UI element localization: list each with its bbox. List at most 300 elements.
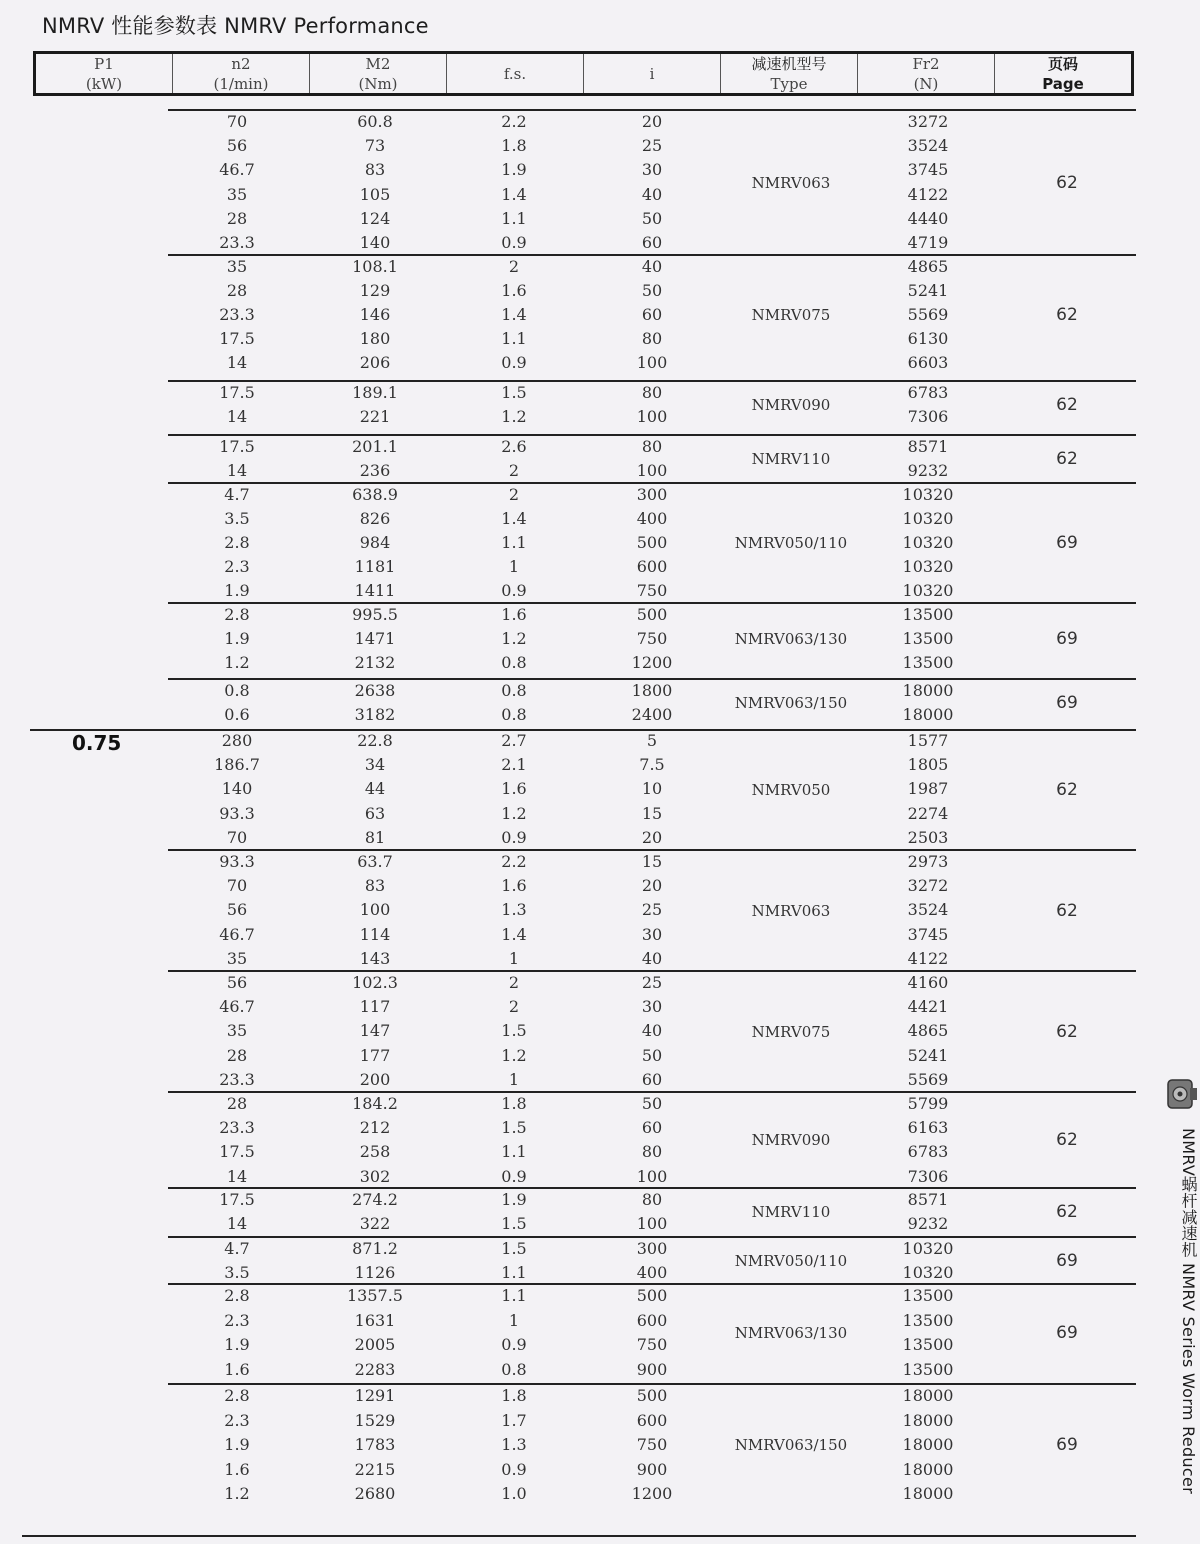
fs-cell: 1.5 <box>501 383 527 402</box>
fs-cell: 2 <box>508 485 520 504</box>
i-cell: 100 <box>636 1214 668 1233</box>
n2-cell: 1.9 <box>224 1335 250 1354</box>
fr2-cell: 4719 <box>907 233 949 252</box>
fs-cell: 0.9 <box>501 1335 527 1354</box>
fr2-cell: 10320 <box>902 509 954 528</box>
m2-cell: 143 <box>359 948 391 968</box>
reducer-type: NMRV063 <box>751 901 831 920</box>
fs-cell: 1.2 <box>501 803 527 823</box>
n2-cell: 14 <box>226 1166 248 1186</box>
i-cell: 25 <box>641 136 663 156</box>
i-cell: 80 <box>641 329 663 348</box>
fr2-cell: 9232 <box>907 1214 949 1233</box>
i-cell: 60 <box>641 1069 663 1089</box>
fs-cell: 2 <box>508 461 520 480</box>
i-cell: 25 <box>641 900 663 920</box>
n2-cell: 70 <box>226 876 248 896</box>
fr2-cell: 5569 <box>907 305 949 324</box>
fr2-cell: 3272 <box>907 876 949 896</box>
fr2-cell: 13500 <box>902 1335 954 1354</box>
i-cell: 300 <box>636 485 668 504</box>
m2-cell: 146 <box>359 305 391 324</box>
i-cell: 40 <box>641 1021 663 1041</box>
fs-cell: 1.4 <box>501 924 527 944</box>
fr2-cell: 6130 <box>907 329 949 348</box>
fs-cell: 1.2 <box>501 407 527 426</box>
n2-cell: 140 <box>221 779 253 799</box>
n2-cell: 2.8 <box>224 1286 250 1305</box>
side-label: NMRV蜗杆减速机 NMRV Series Worm Reducer <box>1179 1128 1198 1494</box>
reducer-type: NMRV110 <box>751 1203 831 1221</box>
fr2-cell: 13500 <box>902 1359 954 1379</box>
fr2-cell: 1805 <box>907 755 949 775</box>
i-cell: 900 <box>636 1459 668 1479</box>
page-ref: 62 <box>1056 1202 1078 1222</box>
m2-cell: 114 <box>359 924 391 944</box>
n2-cell: 1.9 <box>224 581 250 600</box>
fs-cell: 0.9 <box>501 1459 527 1479</box>
n2-cell: 23.3 <box>219 1069 255 1089</box>
i-cell: 30 <box>641 160 663 180</box>
m2-cell: 2283 <box>354 1359 396 1379</box>
n2-cell: 17.5 <box>219 1190 255 1209</box>
m2-cell: 129 <box>359 281 391 300</box>
fs-cell: 1.1 <box>501 208 527 228</box>
i-cell: 2400 <box>631 705 673 724</box>
n2-cell: 46.7 <box>219 160 255 180</box>
fs-cell: 0.8 <box>501 1359 527 1379</box>
fr2-cell: 18000 <box>902 681 954 700</box>
fs-cell: 1.3 <box>501 1435 527 1454</box>
i-cell: 40 <box>641 948 663 968</box>
fr2-cell: 13500 <box>902 1310 954 1330</box>
m2-cell: 44 <box>364 779 386 799</box>
group-divider <box>168 482 1136 484</box>
fs-cell: 1 <box>508 948 520 968</box>
fr2-cell: 10320 <box>902 1239 954 1258</box>
m2-cell: 236 <box>359 461 391 480</box>
m2-cell: 100 <box>359 900 391 920</box>
i-cell: 500 <box>636 533 668 552</box>
m2-cell: 1471 <box>354 629 396 648</box>
n2-cell: 46.7 <box>219 997 255 1017</box>
i-cell: 5 <box>646 731 658 750</box>
n2-cell: 1.2 <box>224 653 250 672</box>
fs-cell: 1.5 <box>501 1021 527 1041</box>
fs-cell: 0.9 <box>501 827 527 847</box>
i-cell: 500 <box>636 1286 668 1305</box>
m2-cell: 1181 <box>354 557 396 576</box>
page-ref: 69 <box>1056 629 1078 649</box>
fs-cell: 1.1 <box>501 1263 527 1282</box>
n2-cell: 23.3 <box>219 1118 255 1138</box>
page-ref: 62 <box>1056 395 1078 415</box>
fr2-cell: 10320 <box>902 533 954 552</box>
m2-cell: 22.8 <box>357 731 393 750</box>
fs-cell: 1.6 <box>501 605 527 624</box>
fr2-cell: 2274 <box>907 803 949 823</box>
n2-cell: 1.6 <box>224 1459 250 1479</box>
fr2-cell: 5241 <box>907 281 949 300</box>
fs-cell: 0.9 <box>501 581 527 600</box>
n2-cell: 35 <box>226 1021 248 1041</box>
fr2-cell: 18000 <box>902 1386 954 1405</box>
i-cell: 7.5 <box>639 755 665 775</box>
m2-cell: 200 <box>359 1069 391 1089</box>
i-cell: 80 <box>641 1190 663 1209</box>
n2-cell: 4.7 <box>224 1239 250 1258</box>
n2-cell: 28 <box>226 281 248 300</box>
group-divider <box>168 434 1136 436</box>
n2-cell: 28 <box>226 1094 248 1113</box>
page-ref: 69 <box>1056 1323 1078 1343</box>
fr2-cell: 4122 <box>907 184 949 204</box>
i-cell: 50 <box>641 281 663 300</box>
reducer-type: NMRV090 <box>751 1131 831 1150</box>
m2-cell: 63 <box>364 803 386 823</box>
fr2-cell: 6783 <box>907 1142 949 1162</box>
fs-cell: 1.9 <box>501 1190 527 1209</box>
fs-cell: 1.8 <box>501 1094 527 1113</box>
fr2-cell: 10320 <box>902 581 954 600</box>
fs-cell: 1.8 <box>501 1386 527 1405</box>
i-cell: 20 <box>641 876 663 896</box>
n2-cell: 3.5 <box>224 1263 250 1282</box>
group-divider <box>168 1236 1136 1238</box>
m2-cell: 184.2 <box>352 1094 398 1113</box>
i-cell: 750 <box>636 1335 668 1354</box>
m2-cell: 81 <box>364 827 386 847</box>
m2-cell: 2680 <box>354 1484 396 1503</box>
m2-cell: 1631 <box>354 1310 396 1330</box>
fr2-cell: 10320 <box>902 485 954 504</box>
group-divider <box>168 254 1136 256</box>
i-cell: 600 <box>636 557 668 576</box>
i-cell: 25 <box>641 973 663 992</box>
fr2-cell: 5799 <box>907 1094 949 1113</box>
bottom-divider <box>22 1535 1136 1537</box>
m2-cell: 258 <box>359 1142 391 1162</box>
i-cell: 60 <box>641 305 663 324</box>
reducer-type: NMRV110 <box>751 450 831 468</box>
i-cell: 900 <box>636 1359 668 1379</box>
i-cell: 100 <box>636 407 668 426</box>
fs-cell: 1.2 <box>501 1045 527 1065</box>
fs-cell: 1.5 <box>501 1239 527 1258</box>
i-cell: 10 <box>641 779 663 799</box>
fr2-cell: 4122 <box>907 948 949 968</box>
i-cell: 20 <box>641 112 663 131</box>
fs-cell: 2.6 <box>501 437 527 456</box>
fs-cell: 1.6 <box>501 779 527 799</box>
reducer-type: NMRV075 <box>751 306 831 324</box>
fs-cell: 1.2 <box>501 629 527 648</box>
reducer-type: NMRV063/150 <box>734 694 848 712</box>
n2-cell: 70 <box>226 827 248 847</box>
group-divider <box>168 109 1136 111</box>
i-cell: 750 <box>636 629 668 648</box>
fr2-cell: 3272 <box>907 112 949 131</box>
fr2-cell: 8571 <box>907 437 949 456</box>
i-cell: 30 <box>641 924 663 944</box>
n2-cell: 2.8 <box>224 605 250 624</box>
i-cell: 400 <box>636 509 668 528</box>
page-ref: 69 <box>1056 693 1078 713</box>
n2-cell: 2.3 <box>224 557 250 576</box>
n2-cell: 93.3 <box>219 803 255 823</box>
reducer-type: NMRV050 <box>751 780 831 799</box>
n2-cell: 56 <box>226 136 248 156</box>
fr2-cell: 6163 <box>907 1118 949 1138</box>
fs-cell: 1.9 <box>501 160 527 180</box>
i-cell: 1200 <box>631 653 673 672</box>
fs-cell: 0.8 <box>501 705 527 724</box>
fr2-cell: 1577 <box>907 731 949 750</box>
fs-cell: 1.5 <box>501 1214 527 1233</box>
page-ref: 62 <box>1056 172 1078 193</box>
m2-cell: 984 <box>359 533 391 552</box>
fr2-cell: 4865 <box>907 1021 949 1041</box>
header-fr2: Fr2 (N) <box>858 54 995 93</box>
fr2-cell: 3745 <box>907 160 949 180</box>
n2-cell: 14 <box>226 407 248 426</box>
i-cell: 80 <box>641 1142 663 1162</box>
fr2-cell: 18000 <box>902 1459 954 1479</box>
n2-cell: 2.8 <box>224 533 250 552</box>
i-cell: 500 <box>636 605 668 624</box>
fs-cell: 0.9 <box>501 233 527 252</box>
fs-cell: 1.7 <box>501 1410 527 1430</box>
n2-cell: 14 <box>226 1214 248 1233</box>
m2-cell: 147 <box>359 1021 391 1041</box>
n2-cell: 2.3 <box>224 1410 250 1430</box>
fr2-cell: 3524 <box>907 900 949 920</box>
i-cell: 1200 <box>631 1484 673 1503</box>
i-cell: 50 <box>641 1045 663 1065</box>
fs-cell: 1.6 <box>501 281 527 300</box>
n2-cell: 1.6 <box>224 1359 250 1379</box>
m2-cell: 102.3 <box>352 973 398 992</box>
m2-cell: 1357.5 <box>347 1286 403 1305</box>
fs-cell: 1.0 <box>501 1484 527 1503</box>
m2-cell: 221 <box>359 407 391 426</box>
fr2-cell: 8571 <box>907 1190 949 1209</box>
fr2-cell: 18000 <box>902 1435 954 1454</box>
fs-cell: 1 <box>508 557 520 576</box>
fs-cell: 1.4 <box>501 184 527 204</box>
i-cell: 100 <box>636 1166 668 1186</box>
fs-cell: 0.9 <box>501 353 527 372</box>
fs-cell: 2.1 <box>501 755 527 775</box>
fr2-cell: 13500 <box>902 1286 954 1305</box>
n2-cell: 35 <box>226 257 248 276</box>
m2-cell: 206 <box>359 353 391 372</box>
m2-cell: 60.8 <box>357 112 393 131</box>
group-divider <box>168 602 1136 604</box>
m2-cell: 2638 <box>354 681 396 700</box>
n2-cell: 1.9 <box>224 629 250 648</box>
n2-cell: 2.8 <box>224 1386 250 1405</box>
fr2-cell: 13500 <box>902 629 954 648</box>
fr2-cell: 4865 <box>907 257 949 276</box>
fr2-cell: 4421 <box>907 997 949 1017</box>
reducer-type: NMRV050/110 <box>734 534 848 552</box>
m2-cell: 302 <box>359 1166 391 1186</box>
reducer-type: NMRV050/110 <box>734 1252 848 1270</box>
fs-cell: 1.4 <box>501 305 527 324</box>
i-cell: 400 <box>636 1263 668 1282</box>
i-cell: 15 <box>641 803 663 823</box>
fr2-cell: 4160 <box>907 973 949 992</box>
m2-cell: 274.2 <box>352 1190 398 1209</box>
n2-cell: 17.5 <box>219 437 255 456</box>
fr2-cell: 18000 <box>902 1410 954 1430</box>
fr2-cell: 6783 <box>907 383 949 402</box>
page-ref: 62 <box>1056 449 1078 469</box>
n2-cell: 70 <box>226 112 248 131</box>
gearbox-icon <box>1164 1070 1198 1118</box>
m2-cell: 108.1 <box>352 257 398 276</box>
i-cell: 750 <box>636 1435 668 1454</box>
power-label: 0.75 <box>72 731 122 755</box>
fs-cell: 1.5 <box>501 1118 527 1138</box>
header-p1: P1 (kW) <box>36 54 173 93</box>
n2-cell: 28 <box>226 208 248 228</box>
group-divider <box>168 678 1136 680</box>
fr2-cell: 5241 <box>907 1045 949 1065</box>
n2-cell: 46.7 <box>219 924 255 944</box>
fs-cell: 2.2 <box>501 852 527 871</box>
reducer-type: NMRV063/130 <box>734 630 848 648</box>
group-divider <box>168 970 1136 972</box>
fs-cell: 0.9 <box>501 1166 527 1186</box>
n2-cell: 23.3 <box>219 233 255 252</box>
reducer-type: NMRV063/130 <box>734 1324 848 1342</box>
header-page: 页码 Page <box>1042 54 1084 93</box>
i-cell: 80 <box>641 383 663 402</box>
n2-cell: 186.7 <box>214 755 260 775</box>
m2-cell: 1529 <box>354 1410 396 1430</box>
header-fs: f.s. <box>447 54 584 93</box>
n2-cell: 17.5 <box>219 1142 255 1162</box>
fr2-cell: 18000 <box>902 1484 954 1503</box>
page-title: NMRV 性能参数表 NMRV Performance <box>42 14 429 38</box>
fs-cell: 2.2 <box>501 112 527 131</box>
m2-cell: 3182 <box>354 705 396 724</box>
m2-cell: 177 <box>359 1045 391 1065</box>
m2-cell: 83 <box>364 876 386 896</box>
n2-cell: 35 <box>226 184 248 204</box>
group-divider <box>168 380 1136 382</box>
m2-cell: 73 <box>364 136 386 156</box>
m2-cell: 189.1 <box>352 383 398 402</box>
fr2-cell: 1987 <box>907 779 949 799</box>
n2-cell: 280 <box>221 731 253 750</box>
group-divider <box>168 1091 1136 1093</box>
i-cell: 100 <box>636 353 668 372</box>
i-cell: 15 <box>641 852 663 871</box>
n2-cell: 93.3 <box>219 852 255 871</box>
i-cell: 100 <box>636 461 668 480</box>
reducer-type: NMRV075 <box>751 1022 831 1041</box>
group-divider <box>168 1383 1136 1385</box>
page-ref: 62 <box>1056 1021 1078 1042</box>
fs-cell: 1.1 <box>501 1286 527 1305</box>
i-cell: 600 <box>636 1410 668 1430</box>
fr2-cell: 7306 <box>907 1166 949 1186</box>
m2-cell: 180 <box>359 329 391 348</box>
fs-cell: 1 <box>508 1069 520 1089</box>
fr2-cell: 4440 <box>907 208 949 228</box>
m2-cell: 1291 <box>354 1386 396 1405</box>
m2-cell: 34 <box>364 755 386 775</box>
fs-cell: 1.1 <box>501 533 527 552</box>
page-ref: 69 <box>1056 1251 1078 1271</box>
page-ref: 62 <box>1056 779 1078 800</box>
i-cell: 600 <box>636 1310 668 1330</box>
reducer-type: NMRV090 <box>751 396 831 414</box>
fr2-cell: 6603 <box>907 353 949 372</box>
fs-cell: 1.3 <box>501 900 527 920</box>
i-cell: 40 <box>641 257 663 276</box>
m2-cell: 140 <box>359 233 391 252</box>
m2-cell: 1126 <box>354 1263 396 1282</box>
n2-cell: 4.7 <box>224 485 250 504</box>
m2-cell: 871.2 <box>352 1239 398 1258</box>
n2-cell: 1.2 <box>224 1484 250 1503</box>
fs-cell: 0.8 <box>501 653 527 672</box>
fr2-cell: 2503 <box>907 827 949 847</box>
reducer-type: NMRV063 <box>751 173 831 192</box>
m2-cell: 995.5 <box>352 605 398 624</box>
n2-cell: 1.9 <box>224 1435 250 1454</box>
reducer-type: NMRV063/150 <box>734 1436 848 1455</box>
i-cell: 60 <box>641 1118 663 1138</box>
fs-cell: 1.4 <box>501 509 527 528</box>
m2-cell: 105 <box>359 184 391 204</box>
m2-cell: 638.9 <box>352 485 398 504</box>
page-ref: 62 <box>1056 305 1078 325</box>
i-cell: 500 <box>636 1386 668 1405</box>
n2-cell: 2.3 <box>224 1310 250 1330</box>
m2-cell: 201.1 <box>352 437 398 456</box>
i-cell: 50 <box>641 208 663 228</box>
fr2-cell: 13500 <box>902 605 954 624</box>
m2-cell: 1411 <box>354 581 396 600</box>
fs-cell: 2 <box>508 973 520 992</box>
power-divider <box>30 729 1136 731</box>
i-cell: 80 <box>641 437 663 456</box>
fs-cell: 1 <box>508 1310 520 1330</box>
m2-cell: 117 <box>359 997 391 1017</box>
n2-cell: 56 <box>226 900 248 920</box>
header-n2: n2 (1/min) <box>173 54 310 93</box>
i-cell: 50 <box>641 1094 663 1113</box>
fr2-cell: 10320 <box>902 557 954 576</box>
n2-cell: 14 <box>226 353 248 372</box>
n2-cell: 14 <box>226 461 248 480</box>
n2-cell: 3.5 <box>224 509 250 528</box>
page-ref: 69 <box>1056 1435 1078 1456</box>
group-divider <box>168 1187 1136 1189</box>
m2-cell: 2005 <box>354 1335 396 1354</box>
n2-cell: 56 <box>226 973 248 992</box>
n2-cell: 35 <box>226 948 248 968</box>
n2-cell: 23.3 <box>219 305 255 324</box>
i-cell: 1800 <box>631 681 673 700</box>
m2-cell: 826 <box>359 509 391 528</box>
m2-cell: 124 <box>359 208 391 228</box>
